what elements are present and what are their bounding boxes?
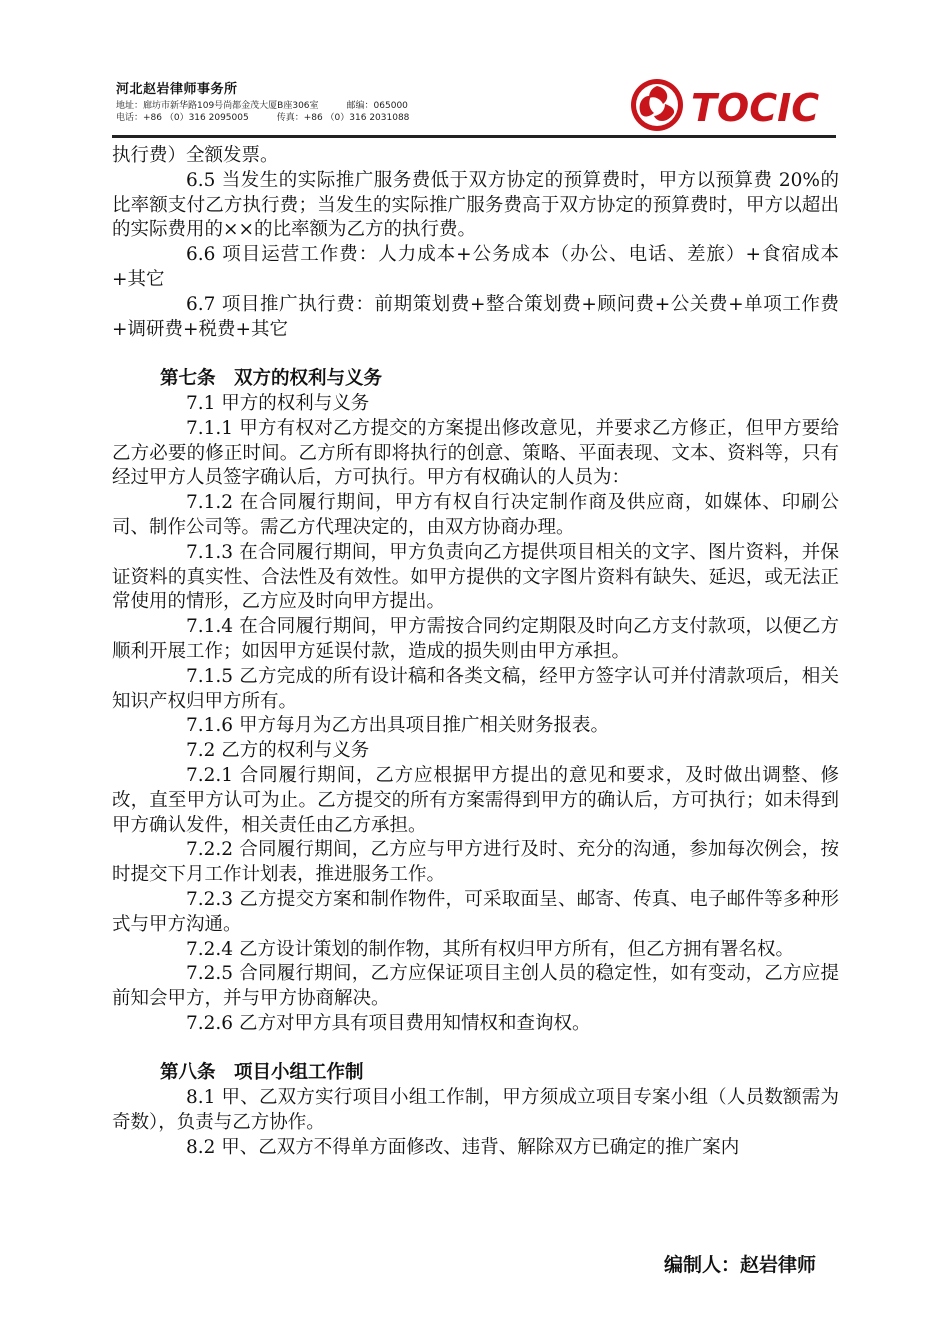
clause-paragraph: 执行费）全额发票。 [112,145,279,166]
postcode-text: 邮编：065000 [346,101,408,111]
author-signature: 编制人：赵岩律师 [663,1254,816,1276]
clause-paragraph: 7.1.5 乙方完成的所有设计稿和各类文稿，经甲方签字认可并付清款项后，相关知识产权归甲方所有。 [112,665,839,712]
section-heading: 第八条 项目小组工作制 [160,1062,364,1084]
subsection-title: 7.1 甲方的权利与义务 [186,392,370,414]
subsection-title: 7.2 乙方的权利与义务 [186,740,370,762]
clause-paragraph: 7.2.5 合同履行期间，乙方应保证项目主创人员的稳定性，如有变动，乙方应提前知会甲方，并与甲方协商解决。 [112,963,839,1010]
clause-paragraph: 7.1.3 在合同履行期间，甲方负责向乙方提供项目相关的文字、图片资料，并保证资料的真实性、合法性及有效性。如甲方提供的文字图片资料有缺失、延迟，或无法正常使用的情形，乙方应及时向甲方提出。 [112,541,839,613]
blank-line [112,1037,839,1062]
clause-paragraph: 7.1.4 在合同履行期间，甲方需按合同约定期限及时向乙方支付款项，以便乙方顺利开展工作；如因甲方延误付款，造成的损失则由甲方承担。 [112,616,839,662]
triskelion-icon [631,79,683,131]
address-text: 地址：廊坊市新华路109号尚都金茂大厦B座306室 [116,101,319,111]
letterhead [112,76,836,136]
clause-paragraph: 8.1 甲、乙双方实行项目小组工作制，甲方须成立项目专案小组（人员数额需为奇数），负责与乙方协作。 [112,1087,839,1134]
contact-line [116,110,409,123]
firm-name: 河北赵岩律师事务所 [116,82,238,97]
clause-paragraph: 7.1.1 甲方有权对乙方提交的方案提出修改意见，并要求乙方修正，但甲方要给乙方必要的修正时间。乙方所有即将执行的创意、策略、平面表现、文本、资料等，只有经过甲方人员签字确认后，方可执行。甲方有权确认的人员为： [112,417,839,489]
phone-text: 电话：+86 （0）316 2095005 [116,113,249,123]
clause-paragraph: 6.5 当发生的实际推广服务费低于双方协定的预算费时，甲方以预算费 20%的比率额支付乙方执行费；当发生的实际推广服务费高于双方协定的预算费时，甲方以超出的实际费用的××的比率额为乙方的执行费。 [112,169,839,241]
blank-line [112,342,839,367]
fax-text: 传真：+86 （0）316 2031088 [276,113,410,123]
tocic-logo [627,76,837,134]
clause-paragraph: 7.2.2 合同履行期间，乙方应与甲方进行及时、充分的沟通，参加每次例会，按时提交下月工作计划表，推进服务工作。 [112,839,839,886]
clause-paragraph: 7.2.6 乙方对甲方具有项目费用知情权和查询权。 [186,1012,591,1034]
clause-paragraph: 7.2.1 合同履行期间，乙方应根据甲方提出的意见和要求，及时做出调整、修改，直至甲方认可为止。乙方提交的所有方案需得到甲方的确认后，方可执行；如未得到甲方确认发件，相关责任由乙方承担。 [112,764,839,836]
clause-paragraph: 7.1.2 在合同履行期间，甲方有权自行决定制作商及供应商，如媒体、印刷公司、制作公司等。需乙方代理决定的，由双方协商办理。 [112,492,839,538]
clause-paragraph: 8.2 甲、乙双方不得单方面修改、违背、解除双方已确定的推广案内 [186,1136,740,1158]
logo-wordmark: TOCIC [691,86,820,130]
clause-paragraph: 7.2.3 乙方提交方案和制作物件，可采取面呈、邮寄、传真、电子邮件等多种形式与甲方沟通。 [112,888,839,935]
clause-paragraph: 6.7 项目推广执行费：前期策划费+整合策划费+顾问费+公关费+单项工作费+调研费+税费+其它 [112,293,839,340]
clause-paragraph: 7.2.4 乙方设计策划的制作物，其所有权归甲方所有，但乙方拥有署名权。 [186,938,794,960]
header-divider [112,135,836,138]
document-body [112,144,839,1161]
clause-paragraph: 6.6 项目运营工作费：人力成本+公务成本（办公、电话、差旅）+食宿成本+其它 [112,244,839,290]
section-heading: 第七条 双方的权利与义务 [160,368,383,390]
clause-paragraph: 7.1.6 甲方每月为乙方出具项目推广相关财务报表。 [186,715,609,737]
